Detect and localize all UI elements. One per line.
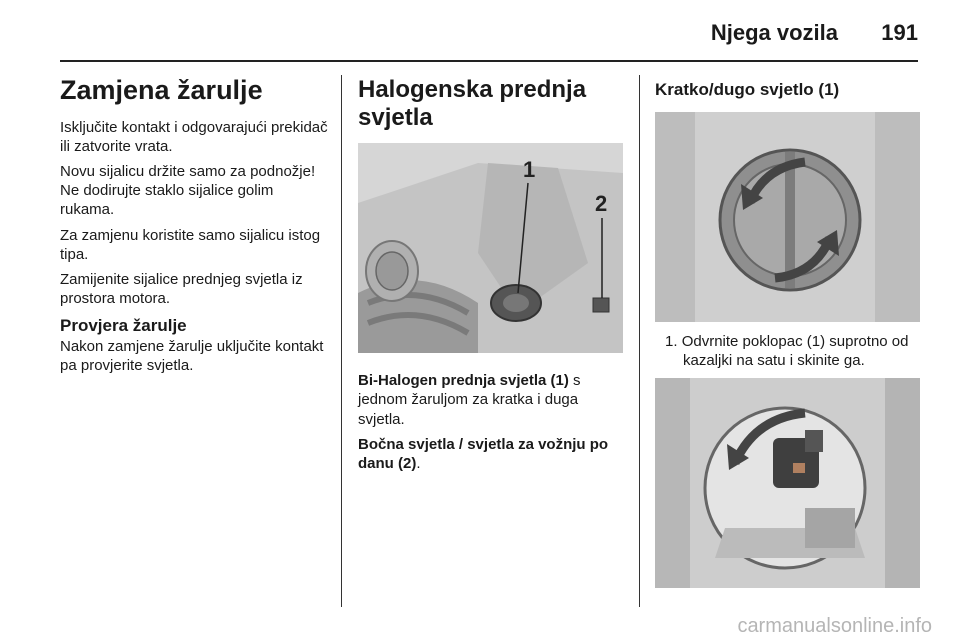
column-halogen-headlights (358, 70, 623, 479)
item-2-bold: Bočna svjetla / svjetla za vožnju po danu (2) (358, 435, 609, 472)
step-1-number: 1. (665, 333, 678, 350)
low-high-beam-heading: Kratko/dugo svjetlo (1) (655, 80, 840, 99)
column-divider-2 (639, 75, 640, 607)
item-1-text: s jednom žaruljom za kratka i duga svjetla. (358, 372, 581, 428)
column-low-high-beam (655, 70, 920, 588)
section-title: Njega vozila (710, 20, 838, 45)
item-1-paragraph (358, 371, 623, 429)
callout-label-2: 2 (595, 191, 608, 217)
side-light-bulb-2 (593, 298, 609, 312)
bulb-removal-illustration (655, 378, 920, 588)
headlight-assembly-illustration (358, 143, 623, 353)
item-2-paragraph (358, 435, 623, 473)
cover-removal-illustration (655, 112, 920, 322)
column-divider-1 (341, 75, 342, 607)
bulb-check-heading: Provjera žarulje (60, 316, 187, 336)
callout-label-1: 1 (523, 157, 536, 183)
item-2-text: . (416, 454, 421, 472)
paragraph-1: Isključite kontakt i odgovarajući prekidač ili zatvorite vrata. (60, 118, 328, 155)
page-header (60, 14, 918, 54)
paragraph-2: Novu sijalicu držite samo za podnožje! Ne dodirujte staklo sijalice golim rukama. (60, 163, 316, 219)
bulb-check-paragraph: Nakon zamjene žarulje uključite kontakt pa provjerite svjetla. (60, 337, 324, 374)
paragraph-4: Zamijenite sijalice prednjeg svjetla iz prostora motora. (60, 271, 303, 308)
paragraph-3: Za zamjenu koristite samo sijalicu istog tipa. (60, 226, 321, 263)
column-bulb-replacement (60, 70, 330, 381)
watermark: carmanualsonline.info (737, 615, 932, 637)
page-number: 191 (881, 20, 918, 45)
halogen-heading: Halogenska prednja svjetla (358, 76, 587, 131)
bulb-replacement-heading: Zamjena žarulje (60, 75, 263, 105)
header-rule (60, 60, 918, 62)
step-1 (655, 332, 920, 370)
item-1-bold: Bi-Halogen prednja svjetla (1) (358, 372, 569, 390)
step-1-text: Odvrnite poklopac (1) suprotno od kazaljki na satu i skinite ga. (681, 333, 909, 370)
